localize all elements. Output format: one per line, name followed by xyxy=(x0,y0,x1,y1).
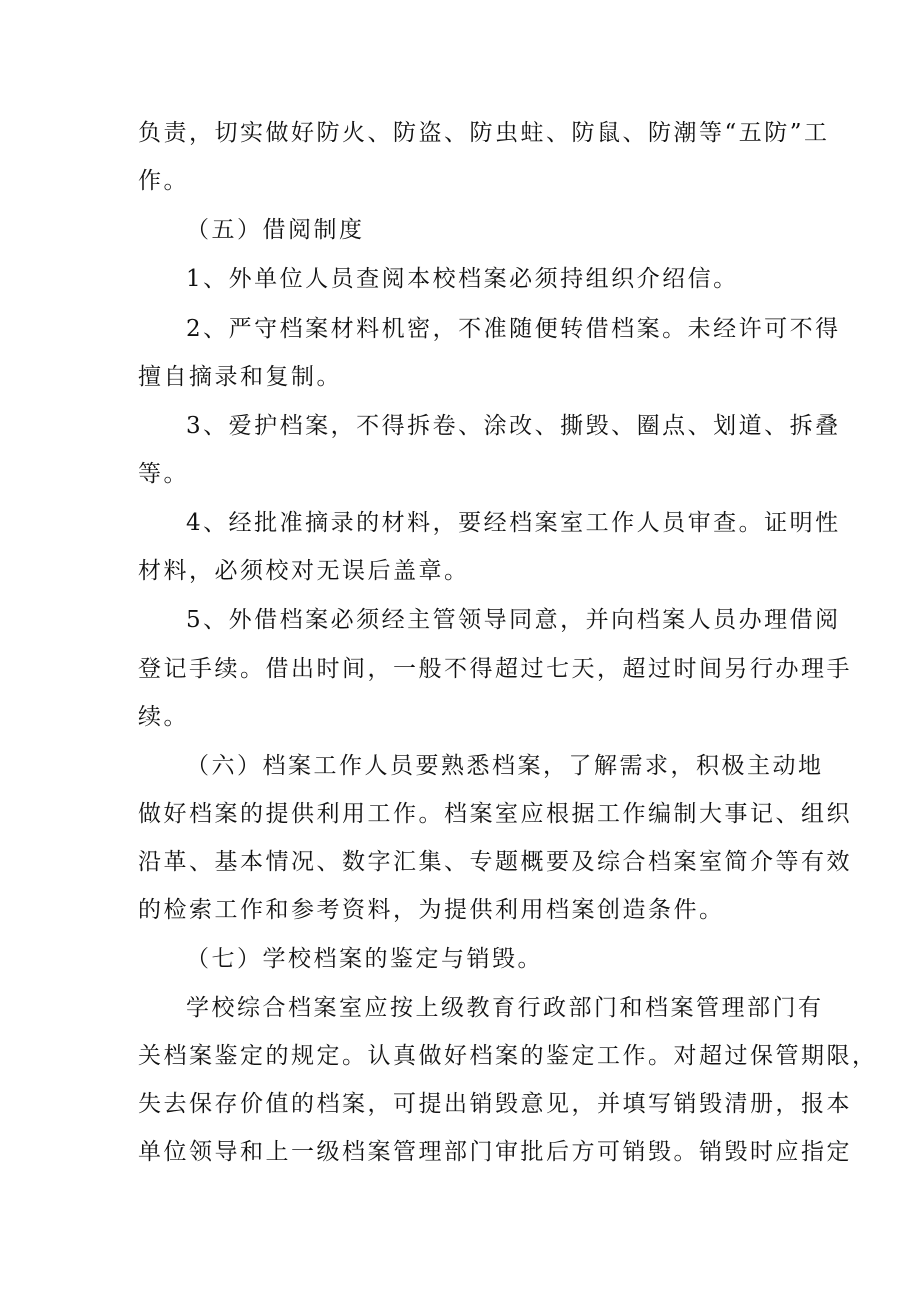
section-7-continuation xyxy=(138,1032,878,1176)
text-line: 1、外单位人员查阅本校档案必须持组织介绍信。 xyxy=(186,266,739,292)
text-line: 失去保存价值的档案，可提出销毁意见，并填写销毁清册，报本 xyxy=(138,1091,852,1117)
text-line: 做好档案的提供利用工作。档案室应根据工作编制大事记、组织 xyxy=(138,801,852,827)
heading-text: （七）学校档案的鉴定与销毁。 xyxy=(186,946,543,972)
rule-item-4 xyxy=(186,499,841,547)
text-line: 4、经批准摘录的材料，要经档案室工作人员审查。证明性 xyxy=(186,510,841,536)
section-7-paragraph xyxy=(186,984,824,1032)
heading-appraisal-destruction xyxy=(186,935,543,983)
section-6-continuation xyxy=(138,790,852,934)
text-line: （六）档案工作人员要熟悉档案，了解需求，积极主动地 xyxy=(186,753,824,779)
text-line: 关档案鉴定的规定。认真做好档案的鉴定工作。对超过保管期限， xyxy=(138,1043,878,1069)
rule-item-3 xyxy=(186,402,841,450)
rule-item-2 xyxy=(186,305,841,353)
rule-item-4-continuation xyxy=(138,547,470,595)
text-line: 续。 xyxy=(138,704,189,730)
rule-item-2-continuation xyxy=(138,353,342,401)
text-line: 3、爱护档案，不得拆卷、涂改、撕毁、圈点、划道、拆叠 xyxy=(186,413,841,439)
text-line: 5、外借档案必须经主管领导同意，并向档案人员办理借阅 xyxy=(186,607,841,633)
rule-item-5 xyxy=(186,596,841,644)
text-line: 登记手续。借出时间，一般不得超过七天，超过时间另行办理手 xyxy=(138,656,852,682)
text-line: 2、严守档案材料机密，不准随便转借档案。未经许可不得 xyxy=(186,316,841,342)
section-6-paragraph xyxy=(186,742,824,790)
text-line: 材料，必须校对无误后盖章。 xyxy=(138,558,470,584)
heading-text: （五）借阅制度 xyxy=(186,217,365,243)
text-line: 学校综合档案室应按上级教育行政部门和档案管理部门有 xyxy=(186,995,824,1021)
rule-item-3-continuation xyxy=(138,450,189,498)
text-line: 等。 xyxy=(138,461,189,487)
text-line: 单位领导和上一级档案管理部门审批后方可销毁。销毁时应指定 xyxy=(138,1139,852,1165)
rule-item-1 xyxy=(186,255,739,303)
text-line: 作。 xyxy=(138,168,189,194)
text-line: 擅自摘录和复制。 xyxy=(138,364,342,390)
text-line: 沿革、基本情况、数字汇集、专题概要及综合档案室简介等有效 xyxy=(138,849,852,875)
paragraph-continuation xyxy=(138,109,830,205)
text-line: 负责，切实做好防火、防盗、防虫蛀、防鼠、防潮等“五防”工 xyxy=(138,120,830,146)
rule-item-5-continuation xyxy=(138,645,852,741)
text-line: 的检索工作和参考资料，为提供利用档案创造条件。 xyxy=(138,897,725,923)
heading-borrowing-rules xyxy=(186,206,365,254)
